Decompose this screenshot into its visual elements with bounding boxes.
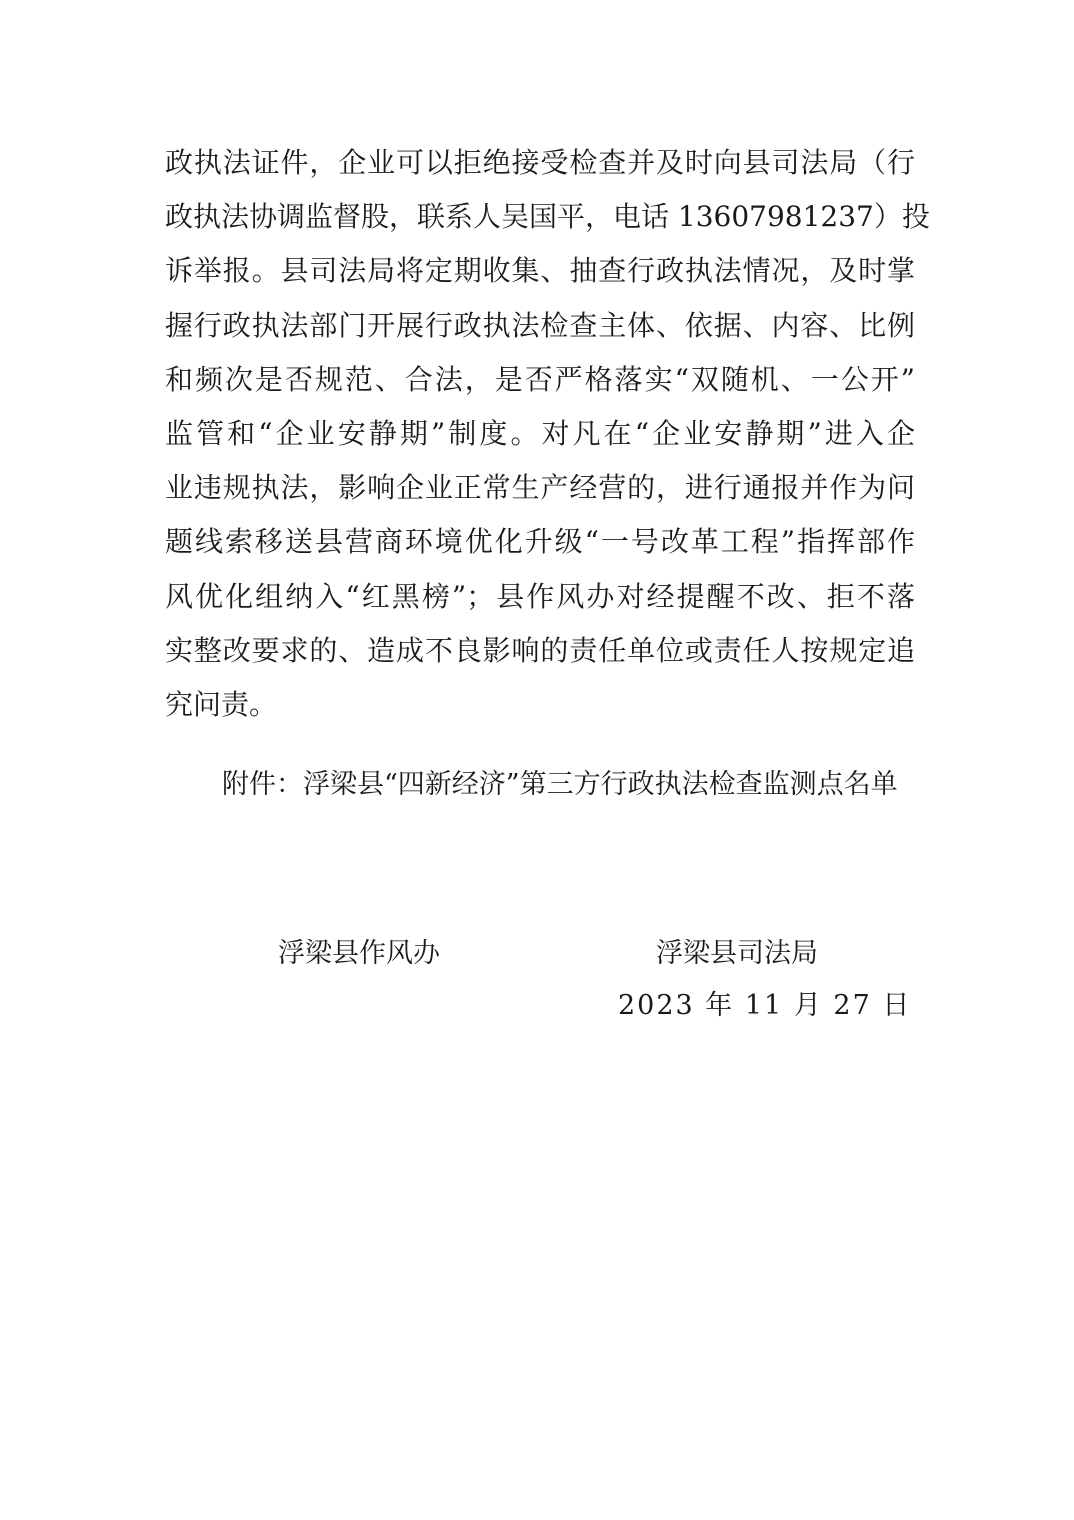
body-line: 和频次是否规范、合法，是否严格落实“双随机、一公开” (165, 362, 915, 396)
body-line: 诉举报。县司法局将定期收集、抽查行政执法情况，及时掌 (165, 254, 915, 288)
body-line: 政执法协调监督股，联系人吴国平，电话 13607981237）投 (165, 200, 930, 234)
signature-right-org: 浮梁县司法局 (656, 938, 818, 969)
body-line: 实整改要求的、造成不良影响的责任单位或责任人按规定追 (165, 633, 915, 667)
signature-left-org: 浮梁县作风办 (278, 938, 440, 969)
body-line: 业违规执法，影响企业正常生产经营的，进行通报并作为问 (165, 471, 915, 505)
body-text (165, 136, 930, 732)
body-line: 风优化组纳入“红黑榜”；县作风办对经提醒不改、拒不落 (165, 579, 915, 613)
body-line: 握行政执法部门开展行政执法检查主体、依据、内容、比例 (165, 308, 915, 342)
signature-date: 2023 年 11 月 27 日 (618, 990, 912, 1021)
attachment-note: 附件：浮梁县“四新经济”第三方行政执法检查监测点名单 (222, 769, 898, 800)
body-line: 监管和“企业安静期”制度。对凡在“企业安静期”进入企 (165, 416, 915, 450)
body-line: 题线索移送县营商环境优化升级“一号改革工程”指挥部作 (165, 525, 915, 559)
body-line: 究问责。 (165, 687, 278, 721)
body-line: 政执法证件，企业可以拒绝接受检查并及时向县司法局（行 (165, 146, 915, 179)
